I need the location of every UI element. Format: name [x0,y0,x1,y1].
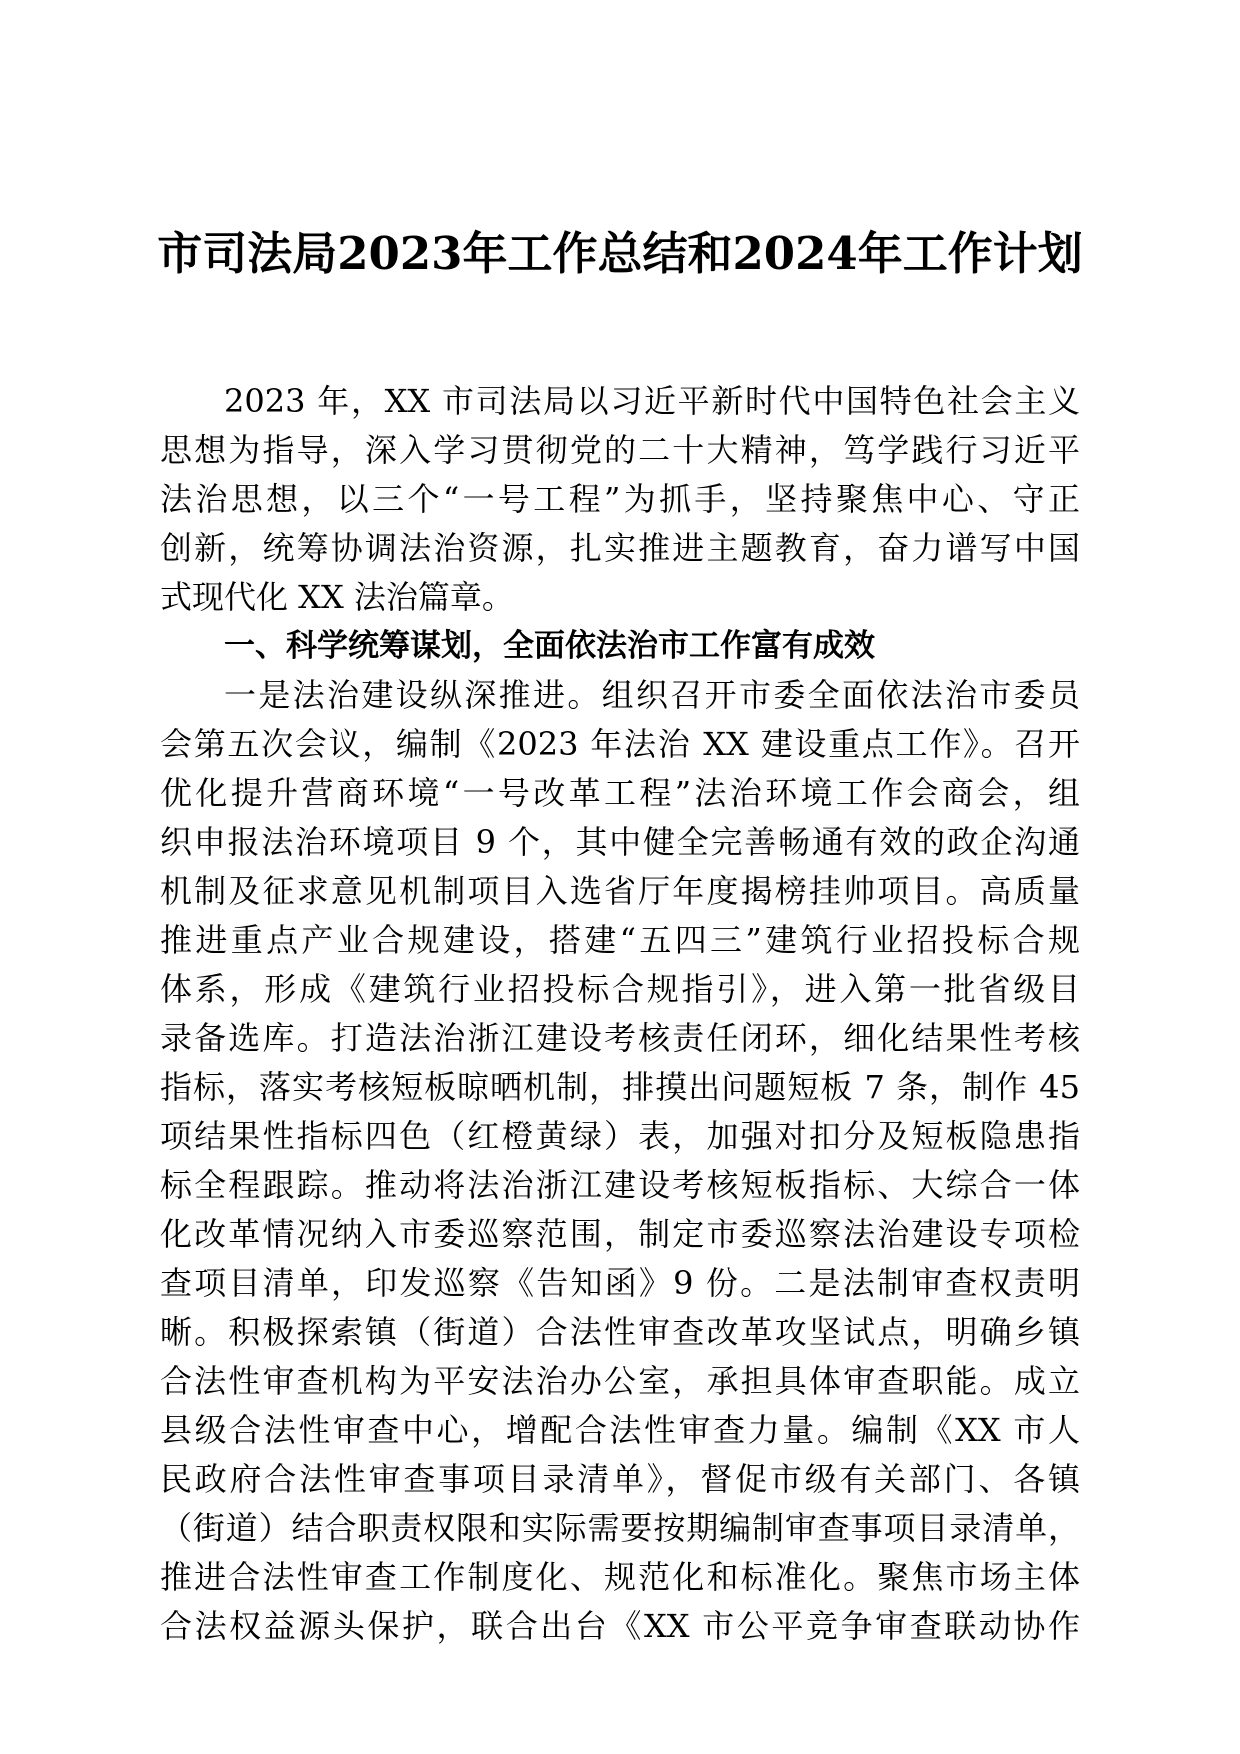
text-line: 推进重点产业合规建设，搭建“五四三”建筑行业招投标合规 [160,921,1080,959]
text-line: 优化提升营商环境“一号改革工程”法治环境工作会商会，组 [160,774,1080,812]
text-line: 机制及征求意见机制项目入选省厅年度揭榜挂帅项目。高质量 [160,872,1080,910]
text-line: 标全程跟踪。推动将法治浙江建设考核短板指标、大综合一体 [160,1166,1080,1204]
section-paragraph [160,671,1080,1651]
intro-paragraph [160,377,1080,622]
document-body [160,377,1080,1651]
text-line: 晰。积极探索镇（街道）合法性审查改革攻坚试点，明确乡镇 [160,1313,1080,1351]
text-line: 项结果性指标四色（红橙黄绿）表，加强对扣分及短板隐患指 [160,1117,1080,1155]
text-line: 查项目清单，印发巡察《告知函》9 份。二是法制审查权责明 [160,1264,1080,1302]
text-line: 推进合法性审查工作制度化、规范化和标准化。聚焦市场主体 [160,1558,1080,1596]
text-line: 指标，落实考核短板晾晒机制，排摸出问题短板 7 条，制作 45 [160,1068,1080,1106]
text-line: 县级合法性审查中心，增配合法性审查力量。编制《XX 市人 [160,1411,1080,1449]
document-title: 市司法局2023年工作总结和2024年工作计划 [157,227,1083,280]
text-line: 录备选库。打造法治浙江建设考核责任闭环，细化结果性考核 [160,1019,1080,1057]
text-line: 织申报法治环境项目 9 个，其中健全完善畅通有效的政企沟通 [160,823,1080,861]
text-line: 2023 年，XX 市司法局以习近平新时代中国特色社会主义 [224,382,1080,420]
text-line: （街道）结合职责权限和实际需要按期编制审查事项目录清单， [160,1509,1080,1547]
text-line: 民政府合法性审查事项目录清单》，督促市级有关部门、各镇 [160,1460,1080,1498]
section-heading: 一、科学统筹谋划，全面依法治市工作富有成效 [224,628,875,664]
text-line: 法治思想，以三个“一号工程”为抓手，坚持聚焦中心、守正 [160,480,1080,518]
text-line: 合法性审查机构为平安法治办公室，承担具体审查职能。成立 [160,1362,1080,1400]
text-line: 思想为指导，深入学习贯彻党的二十大精神，笃学践行习近平 [160,431,1080,469]
text-line: 合法权益源头保护，联合出台《XX 市公平竞争审查联动协作 [160,1607,1080,1645]
text-line: 创新，统筹协调法治资源，扎实推进主题教育，奋力谱写中国 [160,529,1080,567]
text-line: 化改革情况纳入市委巡察范围，制定市委巡察法治建设专项检 [160,1215,1080,1253]
text-line: 会第五次会议，编制《2023 年法治 XX 建设重点工作》。召开 [160,725,1080,763]
text-line: 体系，形成《建筑行业招投标合规指引》，进入第一批省级目 [160,970,1080,1008]
text-line: 一是法治建设纵深推进。组织召开市委全面依法治市委员 [224,676,1080,714]
text-line: 式现代化 XX 法治篇章。 [160,578,514,616]
